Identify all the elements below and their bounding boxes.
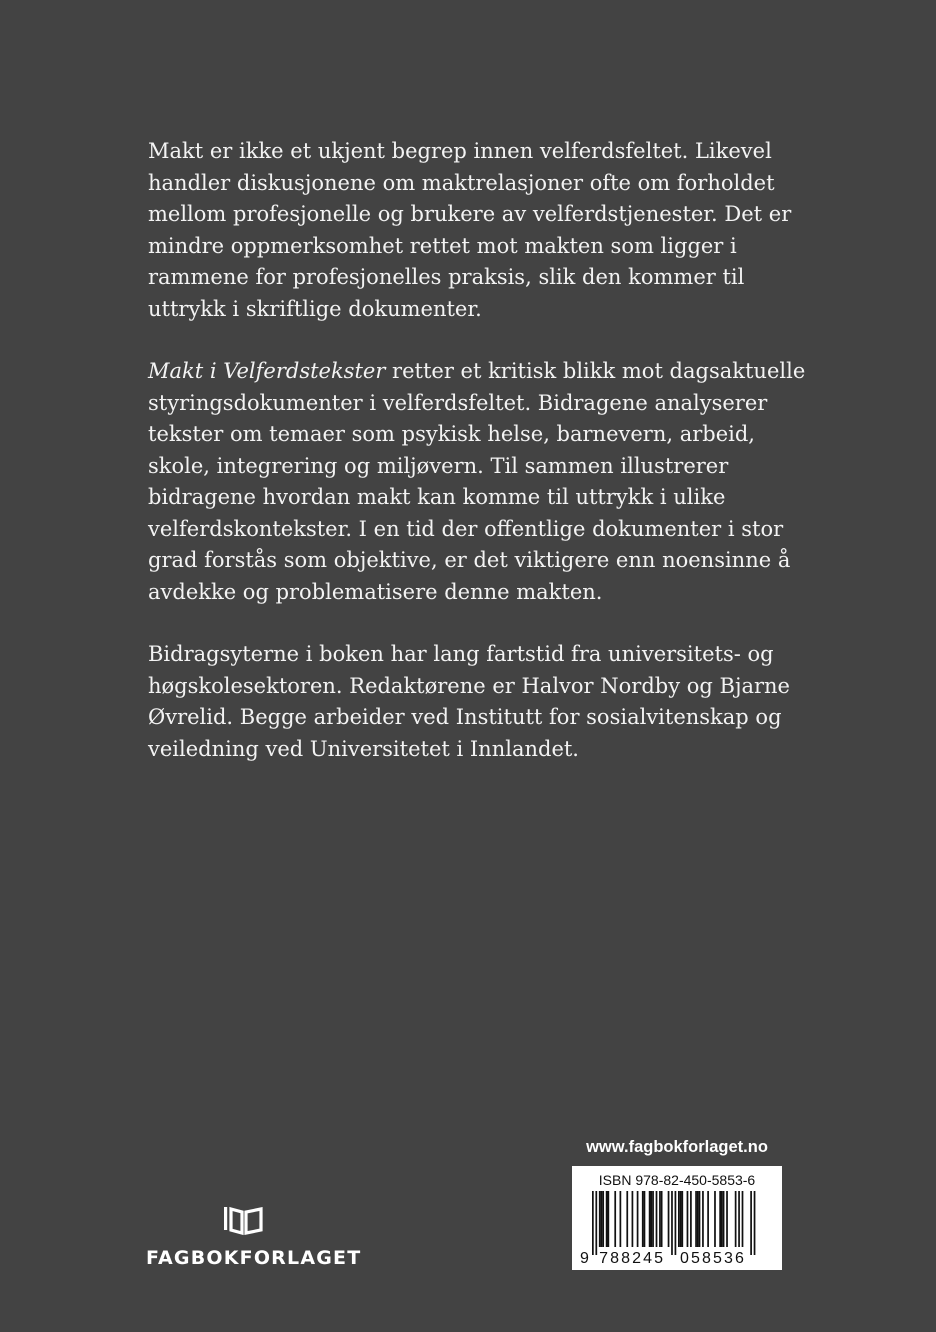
- barcode-bar: [714, 1191, 716, 1247]
- book-title: Makt i Velferdstekster: [148, 359, 386, 383]
- barcode-bar: [690, 1191, 692, 1247]
- barcode-bar: [661, 1191, 663, 1247]
- barcode-bar: [719, 1191, 721, 1247]
- publisher-website: www.fagbokforlaget.no: [586, 1138, 768, 1156]
- isbn-barcode: [572, 1166, 782, 1270]
- barcode-bar: [742, 1191, 744, 1247]
- barcode-bar: [697, 1191, 699, 1247]
- barcode-bar: [601, 1191, 603, 1247]
- barcode-bar: [675, 1191, 677, 1255]
- barcode-bar: [750, 1191, 752, 1255]
- barcode-bar: [695, 1191, 697, 1247]
- barcode-bar: [614, 1191, 616, 1247]
- barcode-bar: [723, 1191, 725, 1247]
- barcode-bar: [671, 1191, 673, 1255]
- barcode-bar: [702, 1191, 704, 1247]
- barcode-bar: [606, 1191, 608, 1247]
- barcode-bar: [721, 1191, 723, 1247]
- barcode-bar: [642, 1191, 644, 1247]
- open-book-logo-icon: [223, 1206, 263, 1236]
- blurb-paragraph-3: Bidragsyterne i boken har lang fartstid fra universitets- og høgskolesektoren. Redaktørene er Halvor Nordby og Bjarne Øvrelid. Begge arbeider ved Institutt for sosialvitenskap og veiledning ved Universitetet i Innlandet.: [148, 642, 790, 761]
- barcode-bar: [626, 1191, 628, 1247]
- barcode-bar: [656, 1191, 658, 1247]
- barcode-bar: [707, 1191, 709, 1247]
- barcode-bar: [637, 1191, 639, 1247]
- barcode-bar: [650, 1191, 652, 1247]
- blurb-paragraph-2-text: retter et kritisk blikk mot dagsaktuelle styringsdokumenter i velferdsfeltet. Bidragene analyserer tekster om temaer som psykisk helse, barnevern, arbeid, skole, integrering og miljøvern. Til sammen illustrerer bidragene hvordan makt kan komme til uttrykk i ulike velferdskontekster. I en tid der offentlige dokumenter i stor grad forstås som objektive, er det viktigere enn noensinne å avdekke og problematisere denne makten.: [148, 359, 806, 604]
- barcode-bar: [726, 1191, 728, 1247]
- barcode-bar: [599, 1191, 601, 1247]
- barcode-bar: [668, 1191, 670, 1247]
- barcode-bar: [659, 1191, 661, 1247]
- barcode-digits: 788245: [599, 1250, 666, 1267]
- barcode-bar: [699, 1191, 701, 1247]
- barcode-bar: [681, 1191, 683, 1247]
- barcode-bar: [680, 1191, 682, 1247]
- isbn-label: ISBN 978-82-450-5853-6: [598, 1172, 756, 1188]
- barcode-bar: [592, 1191, 594, 1255]
- blurb-paragraph-2: [148, 356, 808, 608]
- barcode-bar: [595, 1191, 597, 1255]
- barcode-bar: [678, 1191, 680, 1247]
- barcode-bar: [687, 1191, 689, 1247]
- barcode-digits: 9: [580, 1250, 591, 1267]
- barcode-bar: [652, 1191, 654, 1247]
- barcode-bar: [644, 1191, 646, 1247]
- barcode-bar: [602, 1191, 604, 1247]
- barcode-bar: [649, 1191, 651, 1247]
- barcode-bar: [738, 1191, 740, 1247]
- back-cover-blurb: [148, 136, 808, 796]
- blurb-paragraph-1: Makt er ikke et ukjent begrep innen velferdsfeltet. Likevel handler diskusjonene om maktrelasjoner ofte om forholdet mellom profesjonelle og brukere av velferdstjenester. Det er mindre oppmerksomhet rettet mot makten som ligger i rammene for profesjonelles praksis, slik den kommer til uttrykk i skriftlige dokumenter.: [148, 139, 792, 321]
- barcode-bar: [607, 1191, 609, 1247]
- barcode-digits: 058536: [680, 1250, 746, 1267]
- barcode-graphic: [572, 1166, 782, 1270]
- publisher-name: FAGBOKFORLAGET: [146, 1247, 362, 1269]
- barcode-bar: [620, 1191, 622, 1247]
- barcode-bar: [754, 1191, 756, 1255]
- barcode-bar: [632, 1191, 634, 1247]
- barcode-bar: [735, 1191, 737, 1247]
